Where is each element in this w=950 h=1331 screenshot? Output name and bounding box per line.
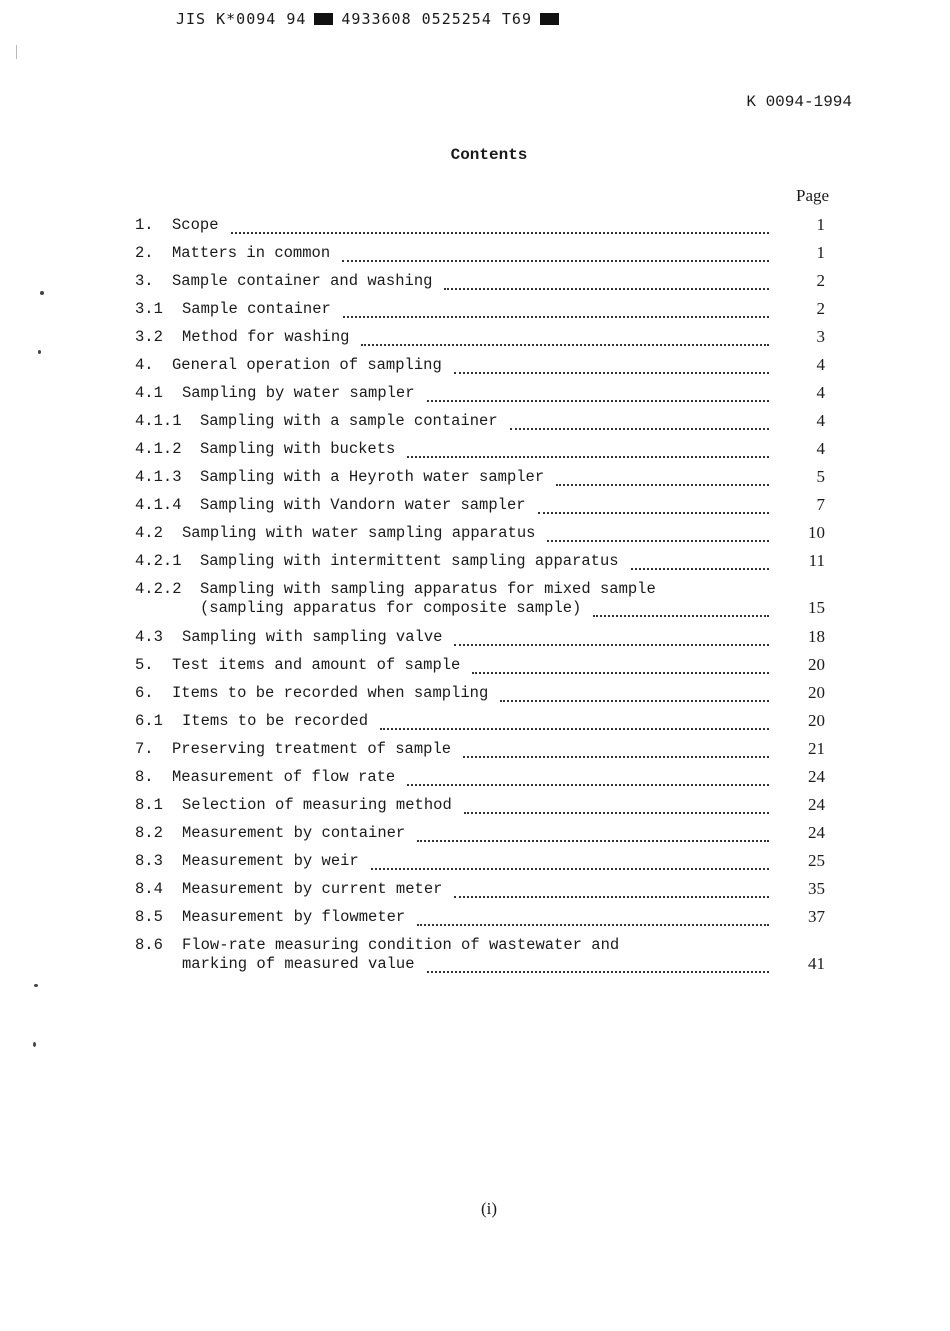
- toc-entry: [135, 407, 835, 435]
- toc-entry-number: 4.2.1: [135, 552, 182, 570]
- toc-entry-page: 4: [816, 439, 825, 458]
- toc-entry-page: 4: [816, 411, 825, 430]
- toc-entry-title: Measurement by container: [182, 824, 406, 842]
- toc-entry-title: Sampling by water sampler: [182, 384, 415, 402]
- toc-entry: [135, 379, 835, 407]
- toc-entry-number: 8.6: [135, 936, 163, 954]
- toc-entry-page: 1: [816, 215, 825, 234]
- toc-entry: [135, 679, 835, 707]
- toc-leader-dots: [361, 343, 769, 346]
- toc-entry-page: 20: [808, 655, 825, 674]
- doc-number: K 0094-1994: [746, 93, 852, 111]
- toc-entry: [135, 547, 835, 575]
- toc-entry-number: 4.2: [135, 524, 163, 542]
- toc-leader-dots: [463, 755, 769, 758]
- scan-speck: [33, 1042, 36, 1047]
- toc-leader-dots: [342, 259, 769, 262]
- toc-entry-page: 18: [808, 627, 825, 646]
- toc-entry-number: 4.2.2: [135, 580, 182, 598]
- toc-entry-page: 10: [808, 523, 825, 542]
- toc-entry-page: 15: [808, 598, 825, 617]
- toc-entry: [135, 239, 835, 267]
- toc-leader-dots: [454, 371, 769, 374]
- toc-entry-page: 24: [808, 767, 825, 786]
- toc-entry-number: 8.5: [135, 908, 163, 926]
- toc-entry-title: Sample container: [182, 300, 331, 318]
- toc-entry-title: Sampling with Vandorn water sampler: [200, 496, 526, 514]
- toc-entry-number: 6.: [135, 684, 154, 702]
- toc-leader-dots: [510, 427, 769, 430]
- toc-entry-title: Flow-rate measuring condition of wastewater and: [182, 936, 620, 954]
- toc-entry-number: 4.3: [135, 628, 163, 646]
- toc-entry-page: 21: [808, 739, 825, 758]
- toc-leader-dots: [472, 671, 769, 674]
- toc-entry-page: 20: [808, 711, 825, 730]
- toc-entry-page: 7: [816, 495, 825, 514]
- toc-entry-number: 8.3: [135, 852, 163, 870]
- toc-entry: [135, 351, 835, 379]
- toc-entry-number: 1.: [135, 216, 154, 234]
- toc-entry-number: 2.: [135, 244, 154, 262]
- toc-entry-title: Measurement by current meter: [182, 880, 443, 898]
- toc-entry: [135, 875, 835, 903]
- toc-entry-number: 3.2: [135, 328, 163, 346]
- scan-speck: [34, 984, 38, 987]
- header-numbers: 4933608 0525254 T69: [341, 10, 532, 28]
- toc-entry-page: 20: [808, 683, 825, 702]
- toc-entry: [135, 435, 835, 463]
- toc-entry-page: 41: [808, 954, 825, 973]
- toc-entry: [135, 903, 835, 931]
- toc-entry-number: 8.1: [135, 796, 163, 814]
- toc-entry-title: Items to be recorded: [182, 712, 369, 730]
- toc-entry: [135, 931, 835, 979]
- header-code: JIS K*0094 94: [176, 10, 307, 28]
- toc-entry-title: Matters in common: [172, 244, 331, 262]
- toc-entry-title: Selection of measuring method: [182, 796, 452, 814]
- toc-leader-dots: [407, 783, 769, 786]
- toc-entry-title: Method for washing: [182, 328, 350, 346]
- page-column-heading: Page: [796, 186, 830, 205]
- toc-leader-dots: [631, 567, 769, 570]
- toc-entry: [135, 575, 835, 623]
- toc-entry-number: 4.1.3: [135, 468, 182, 486]
- toc-entry: [135, 763, 835, 791]
- toc-entry-page: 4: [816, 383, 825, 402]
- toc-entry-number: 4.1: [135, 384, 163, 402]
- toc-entry-page: 37: [808, 907, 825, 926]
- toc-entry: [135, 211, 835, 239]
- scan-speck: [16, 45, 17, 59]
- toc-entry-title: Sampling with a sample container: [200, 412, 498, 430]
- toc-entry-title: Sampling with buckets: [200, 440, 396, 458]
- toc-entry-title: General operation of sampling: [172, 356, 442, 374]
- toc-entry-title: Sampling with intermittent sampling apparatus: [200, 552, 619, 570]
- toc-leader-dots: [547, 539, 769, 542]
- toc-entry: [135, 707, 835, 735]
- toc-entry-title: Items to be recorded when sampling: [172, 684, 489, 702]
- toc-entry-title: Preserving treatment of sample: [172, 740, 452, 758]
- toc-entry-number: 8.: [135, 768, 154, 786]
- toc-entry-title: Sampling with sampling apparatus for mixed sample: [200, 580, 656, 598]
- toc-entry-page: 1: [816, 243, 825, 262]
- page-title: Contents: [450, 146, 528, 164]
- toc-leader-dots: [444, 287, 769, 290]
- table-of-contents: [135, 211, 835, 979]
- toc-entry-page: 2: [816, 271, 825, 290]
- toc-entry: [135, 295, 835, 323]
- toc-entry-number: 6.1: [135, 712, 163, 730]
- toc-entry-page: 24: [808, 795, 825, 814]
- toc-entry-page: 5: [816, 467, 825, 486]
- toc-entry: [135, 847, 835, 875]
- toc-entry-title: Sampling with a Heyroth water sampler: [200, 468, 545, 486]
- toc-leader-dots: [427, 970, 769, 973]
- header-block-mark: [540, 13, 559, 25]
- toc-entry-page: 2: [816, 299, 825, 318]
- toc-entry-number: 5.: [135, 656, 154, 674]
- toc-leader-dots: [231, 231, 769, 234]
- toc-entry-number: 4.1.1: [135, 412, 182, 430]
- toc-entry-title: Scope: [172, 216, 219, 234]
- toc-entry: [135, 491, 835, 519]
- toc-entry-title: Test items and amount of sample: [172, 656, 461, 674]
- toc-leader-dots: [417, 923, 769, 926]
- toc-entry-title: Measurement of flow rate: [172, 768, 396, 786]
- toc-entry: [135, 651, 835, 679]
- toc-entry: [135, 267, 835, 295]
- toc-entry-number: 4.: [135, 356, 154, 374]
- toc-entry-page: 35: [808, 879, 825, 898]
- header-block-mark: [314, 13, 333, 25]
- toc-leader-dots: [556, 483, 769, 486]
- scan-speck: [40, 291, 44, 295]
- toc-entry-page: 24: [808, 823, 825, 842]
- toc-entry: [135, 519, 835, 547]
- toc-entry-title-continued: (sampling apparatus for composite sample): [200, 599, 582, 617]
- toc-entry-number: 3.: [135, 272, 154, 290]
- page-footer-number: (i): [480, 1199, 498, 1218]
- toc-entry-title: Sampling with sampling valve: [182, 628, 443, 646]
- scan-speck: [38, 350, 41, 354]
- toc-leader-dots: [454, 895, 769, 898]
- toc-entry-title: Measurement by weir: [182, 852, 359, 870]
- toc-entry-number: 7.: [135, 740, 154, 758]
- toc-entry-page: 25: [808, 851, 825, 870]
- toc-entry: [135, 791, 835, 819]
- toc-leader-dots: [371, 867, 769, 870]
- toc-entry-number: 3.1: [135, 300, 163, 318]
- toc-entry-title: Sample container and washing: [172, 272, 433, 290]
- toc-entry: [135, 323, 835, 351]
- toc-leader-dots: [538, 511, 769, 514]
- toc-entry-number: 8.2: [135, 824, 163, 842]
- toc-leader-dots: [407, 455, 769, 458]
- toc-entry-number: 4.1.2: [135, 440, 182, 458]
- toc-leader-dots: [454, 643, 769, 646]
- toc-entry-title-continued: marking of measured value: [182, 955, 415, 973]
- toc-leader-dots: [500, 699, 769, 702]
- toc-leader-dots: [343, 315, 769, 318]
- toc-entry-title: Measurement by flowmeter: [182, 908, 406, 926]
- toc-entry: [135, 463, 835, 491]
- toc-entry-title: Sampling with water sampling apparatus: [182, 524, 536, 542]
- header-line: [176, 10, 567, 28]
- toc-leader-dots: [380, 727, 769, 730]
- toc-entry: [135, 819, 835, 847]
- toc-entry-number: 4.1.4: [135, 496, 182, 514]
- toc-entry: [135, 735, 835, 763]
- toc-entry: [135, 623, 835, 651]
- toc-leader-dots: [593, 614, 769, 617]
- toc-leader-dots: [464, 811, 769, 814]
- toc-leader-dots: [427, 399, 769, 402]
- toc-leader-dots: [417, 839, 769, 842]
- toc-entry-page: 4: [816, 355, 825, 374]
- toc-entry-number: 8.4: [135, 880, 163, 898]
- toc-entry-page: 11: [808, 551, 825, 570]
- toc-entry-page: 3: [816, 327, 825, 346]
